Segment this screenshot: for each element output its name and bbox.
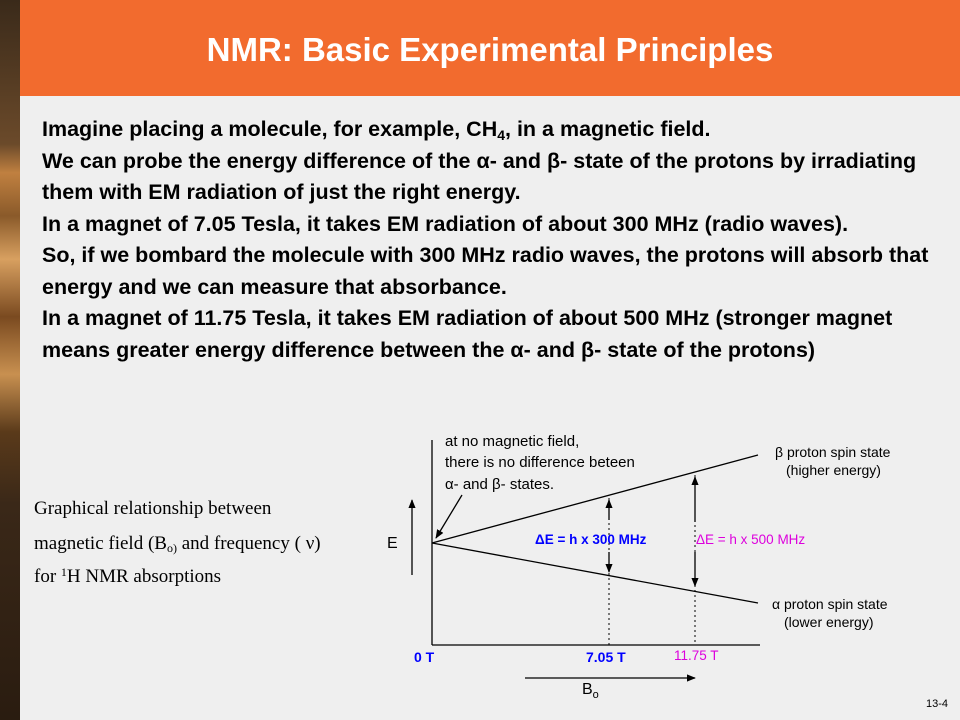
p2-text-c: - state of the protons by irradiating them with EM radiation of just the right energy. — [42, 148, 917, 204]
note-line-1: at no magnetic field, — [445, 433, 580, 450]
tick-705T: 7.05 T — [586, 649, 626, 665]
delta-300-label: ΔE = h x 300 MHz — [535, 532, 647, 547]
caption-b-subscript: o) — [166, 541, 177, 555]
x-axis-label — [582, 681, 599, 701]
alpha-state-line — [432, 543, 758, 603]
p2-text-b: - and — [489, 148, 548, 173]
caption-nmr-text: H NMR absorptions — [66, 566, 222, 587]
p5-beta: β — [580, 337, 595, 362]
p5-text-a: In a magnet of 11.75 Tesla, it takes EM radiation of about 500 MHz (stronger magnet means greater energy difference between the — [42, 306, 893, 362]
tick-0T: 0 T — [414, 649, 435, 665]
note-line-2: there is no difference beteen — [445, 454, 635, 471]
caption-freq-text: and frequency ( — [176, 533, 306, 554]
x-axis-label-sub: o — [592, 689, 599, 701]
note-line-3: α- and β- states. — [445, 476, 555, 493]
p2-text-a: We can probe the energy difference of the — [42, 148, 477, 173]
caption-nu-symbol: ν — [305, 533, 315, 554]
y-axis-label: E — [387, 535, 398, 552]
paragraph-3: In a magnet of 7.05 Tesla, it takes EM radiation of about 300 MHz (radio waves). — [42, 211, 849, 236]
delta-500-label: ΔE = h x 500 MHz — [696, 532, 806, 547]
beta-label-line-2: (higher energy) — [786, 462, 881, 478]
caption-b-text: magnetic field (B — [34, 533, 167, 554]
page-number: 13-4 — [925, 698, 948, 710]
p5-text-b: - and — [523, 337, 581, 362]
caption-superscript: 1 — [60, 565, 67, 579]
p1-text-end: , in a magnetic field. — [505, 117, 711, 141]
paragraph-4: So, if we bombard the molecule with 300 MHz radio waves, the protons will absorb that energy and we can measure that absorbance. — [42, 243, 929, 299]
p2-alpha: α — [476, 148, 490, 173]
alpha-label-line-1: α proton spin state — [772, 596, 888, 612]
note-pointer-arrow — [436, 495, 462, 538]
p1-text: Imagine placing a molecule, for example, CH — [42, 117, 498, 141]
p1-subscript: 4 — [497, 127, 506, 143]
tick-1175T: 11.75 T — [674, 648, 719, 663]
alpha-label-line-2: (lower energy) — [784, 614, 874, 630]
p5-text-c: - state of the protons) — [594, 337, 816, 362]
caption-for-text: for — [34, 566, 61, 587]
caption-close-paren: ) — [314, 533, 321, 554]
p2-beta: β — [547, 148, 561, 173]
caption-line-1: Graphical relationship between — [34, 498, 272, 519]
x-axis-label-b: B — [582, 681, 593, 698]
p5-alpha: α — [510, 337, 524, 362]
slide-title: NMR: Basic Experimental Principles — [206, 31, 774, 68]
beta-label-line-1: β proton spin state — [775, 444, 891, 460]
